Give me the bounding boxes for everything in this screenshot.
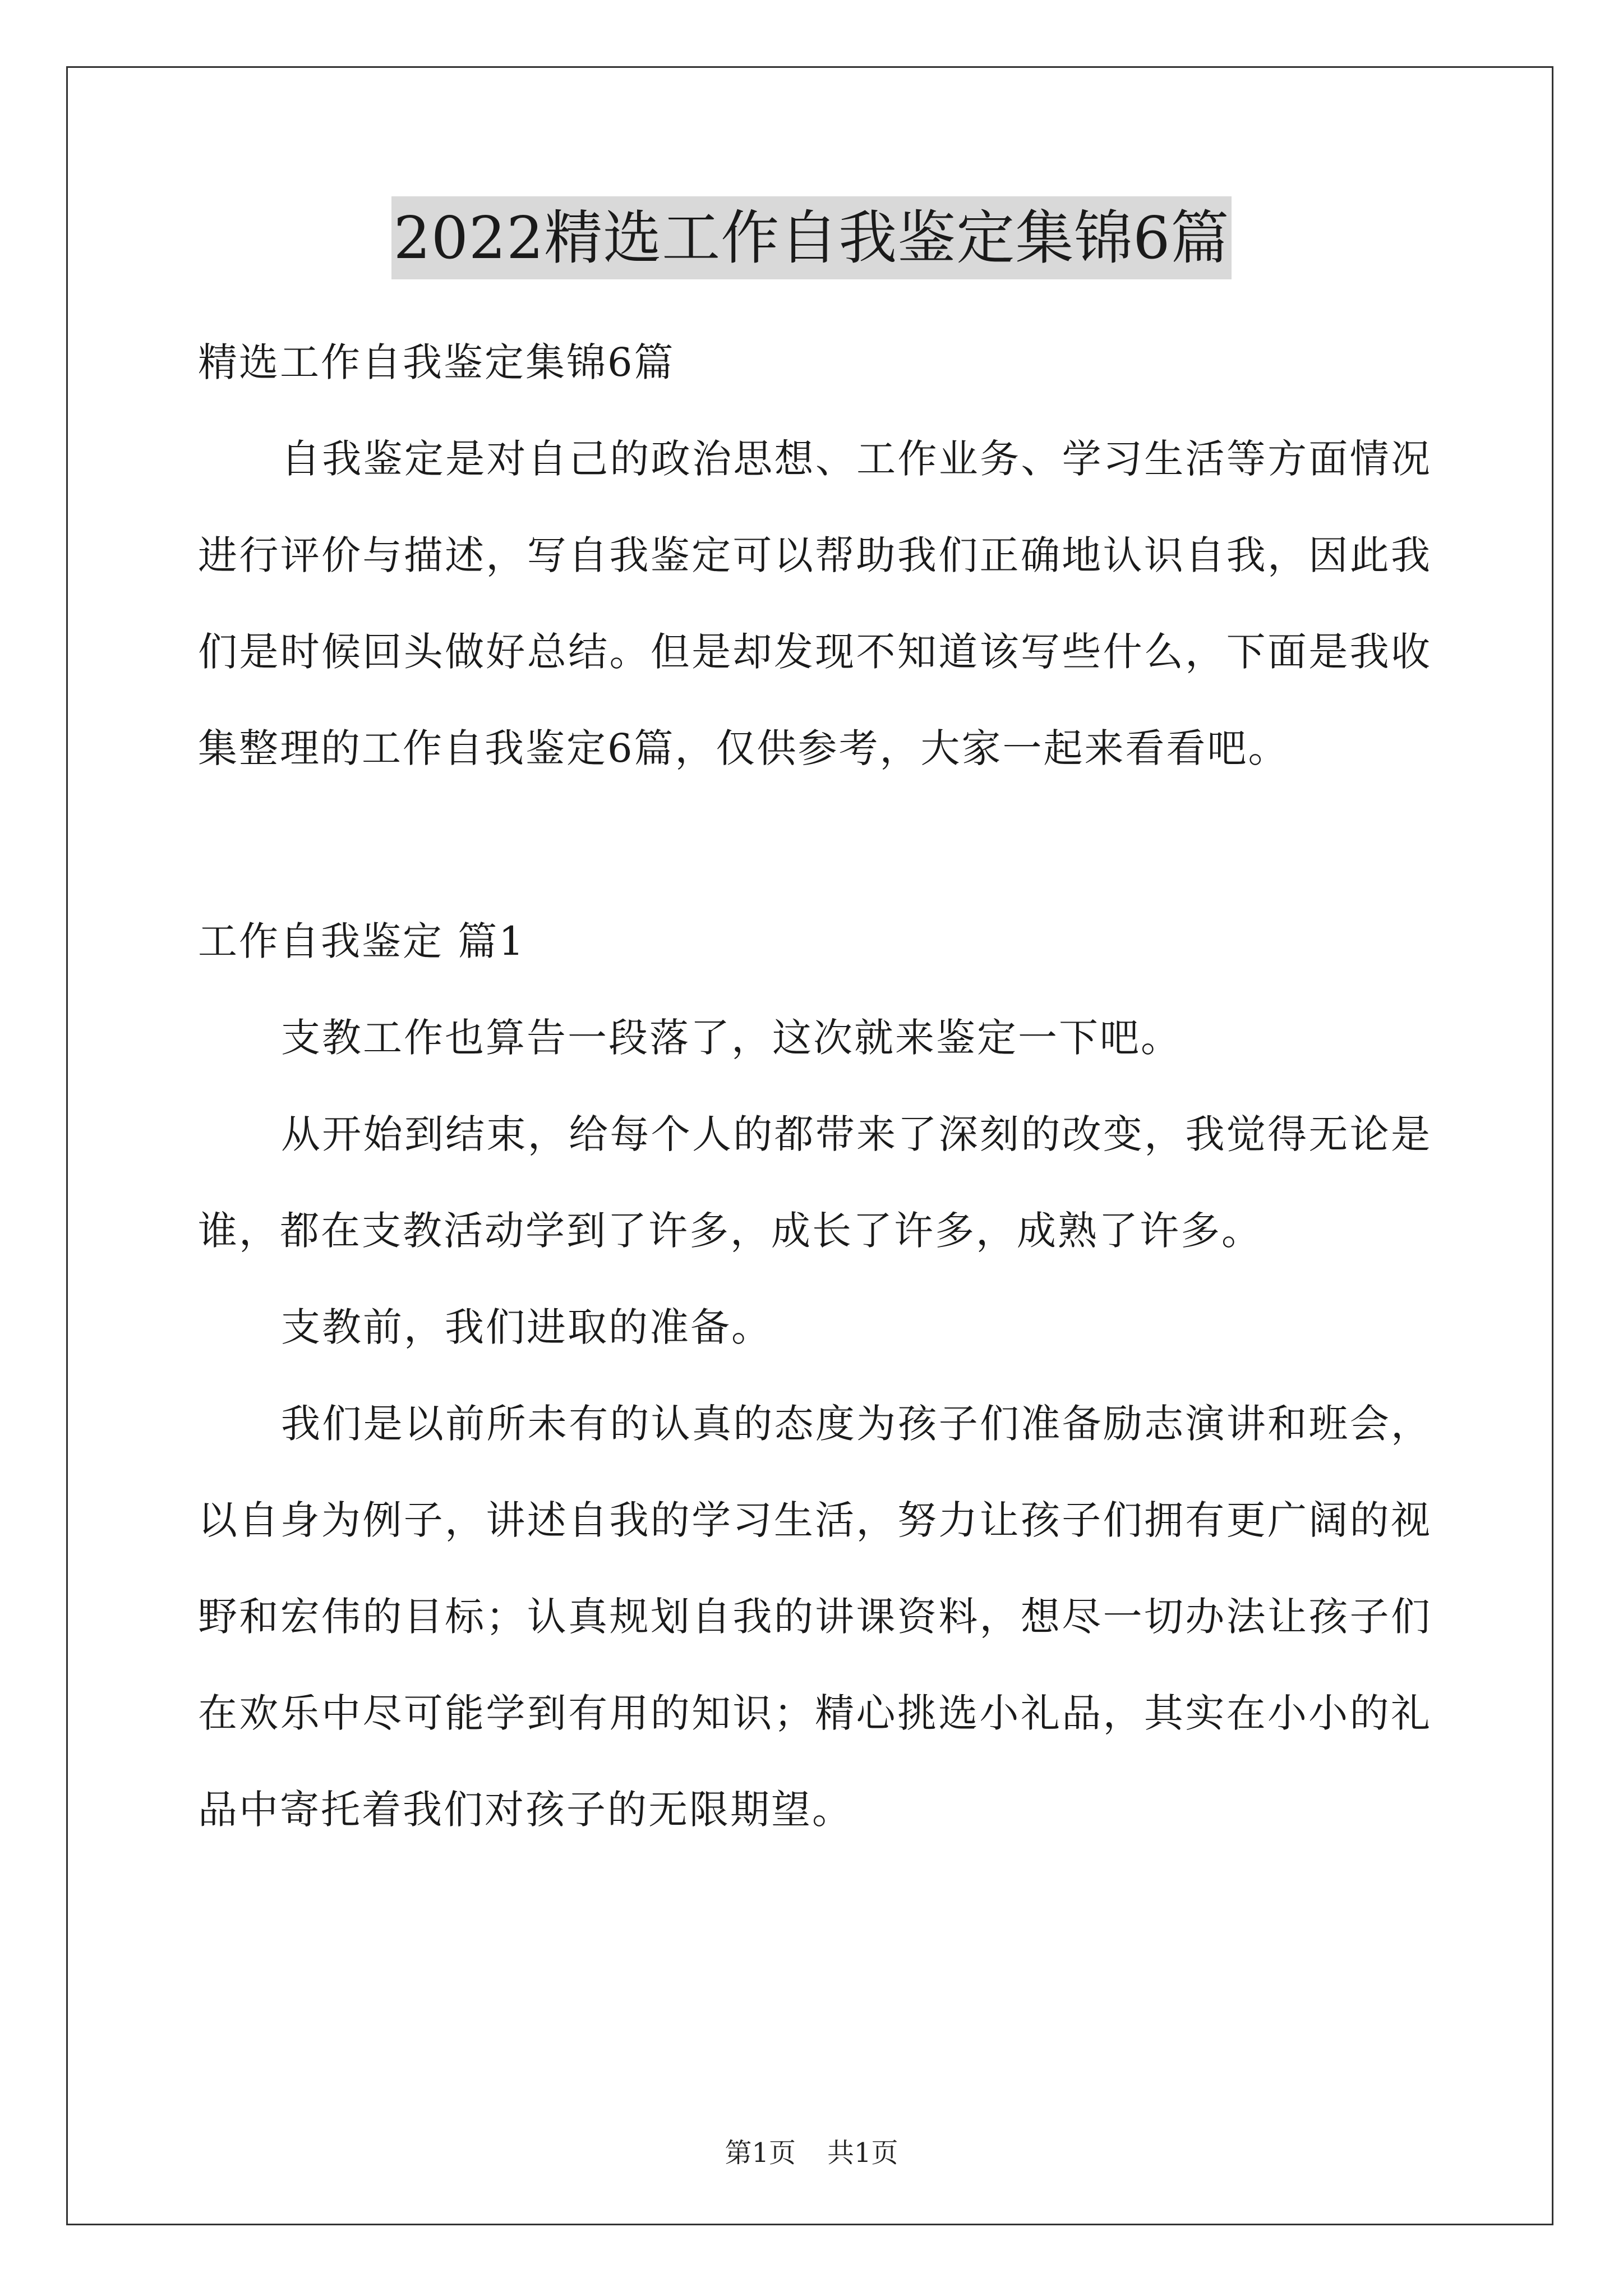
page-footer (0, 2135, 1623, 2171)
body-paragraph: 从开始到结束，给每个人的都带来了深刻的改变，我觉得无论是谁，都在支教活动学到了许多，成长了许多，成熟了许多。 (198, 1111, 1432, 1254)
body-paragraph: 我们是以前所未有的认真的态度为孩子们准备励志演讲和班会，以自身为例子，讲述自我的学习生活，努力让孩子们拥有更广阔的视野和宏伟的目标；认真规划自我的讲课资料，想尽一切办法让孩子们在欢乐中尽可能学到有用的知识；精心挑选小礼品，其实在小小的礼品中寄托着我们对孩子的无限期望。 (198, 1401, 1432, 1833)
title-container (0, 196, 1623, 279)
document-subtitle: 精选工作自我鉴定集锦6篇 (198, 339, 675, 385)
body-paragraph: 支教工作也算告一段落了，这次就来鉴定一下吧。 (281, 1015, 1182, 1061)
page-total: 共1页 (827, 2137, 898, 2169)
section-heading: 工作自我鉴定 篇1 (198, 918, 525, 964)
page-number: 第1页 (725, 2137, 796, 2169)
body-paragraph: 支教前，我们进取的准备。 (281, 1304, 772, 1350)
document-body (198, 314, 1432, 1858)
intro-paragraph: 自我鉴定是对自己的政治思想、工作业务、学习生活等方面情况进行评价与描述，写自我鉴定可以帮助我们正确地认识自我，因此我们是时候回头做好总结。但是却发现不知道该写些什么，下面是我收集整理的工作自我鉴定6篇，仅供参考，大家一起来看看吧。 (198, 436, 1432, 771)
document-title: 2022精选工作自我鉴定集锦6篇 (391, 196, 1232, 279)
